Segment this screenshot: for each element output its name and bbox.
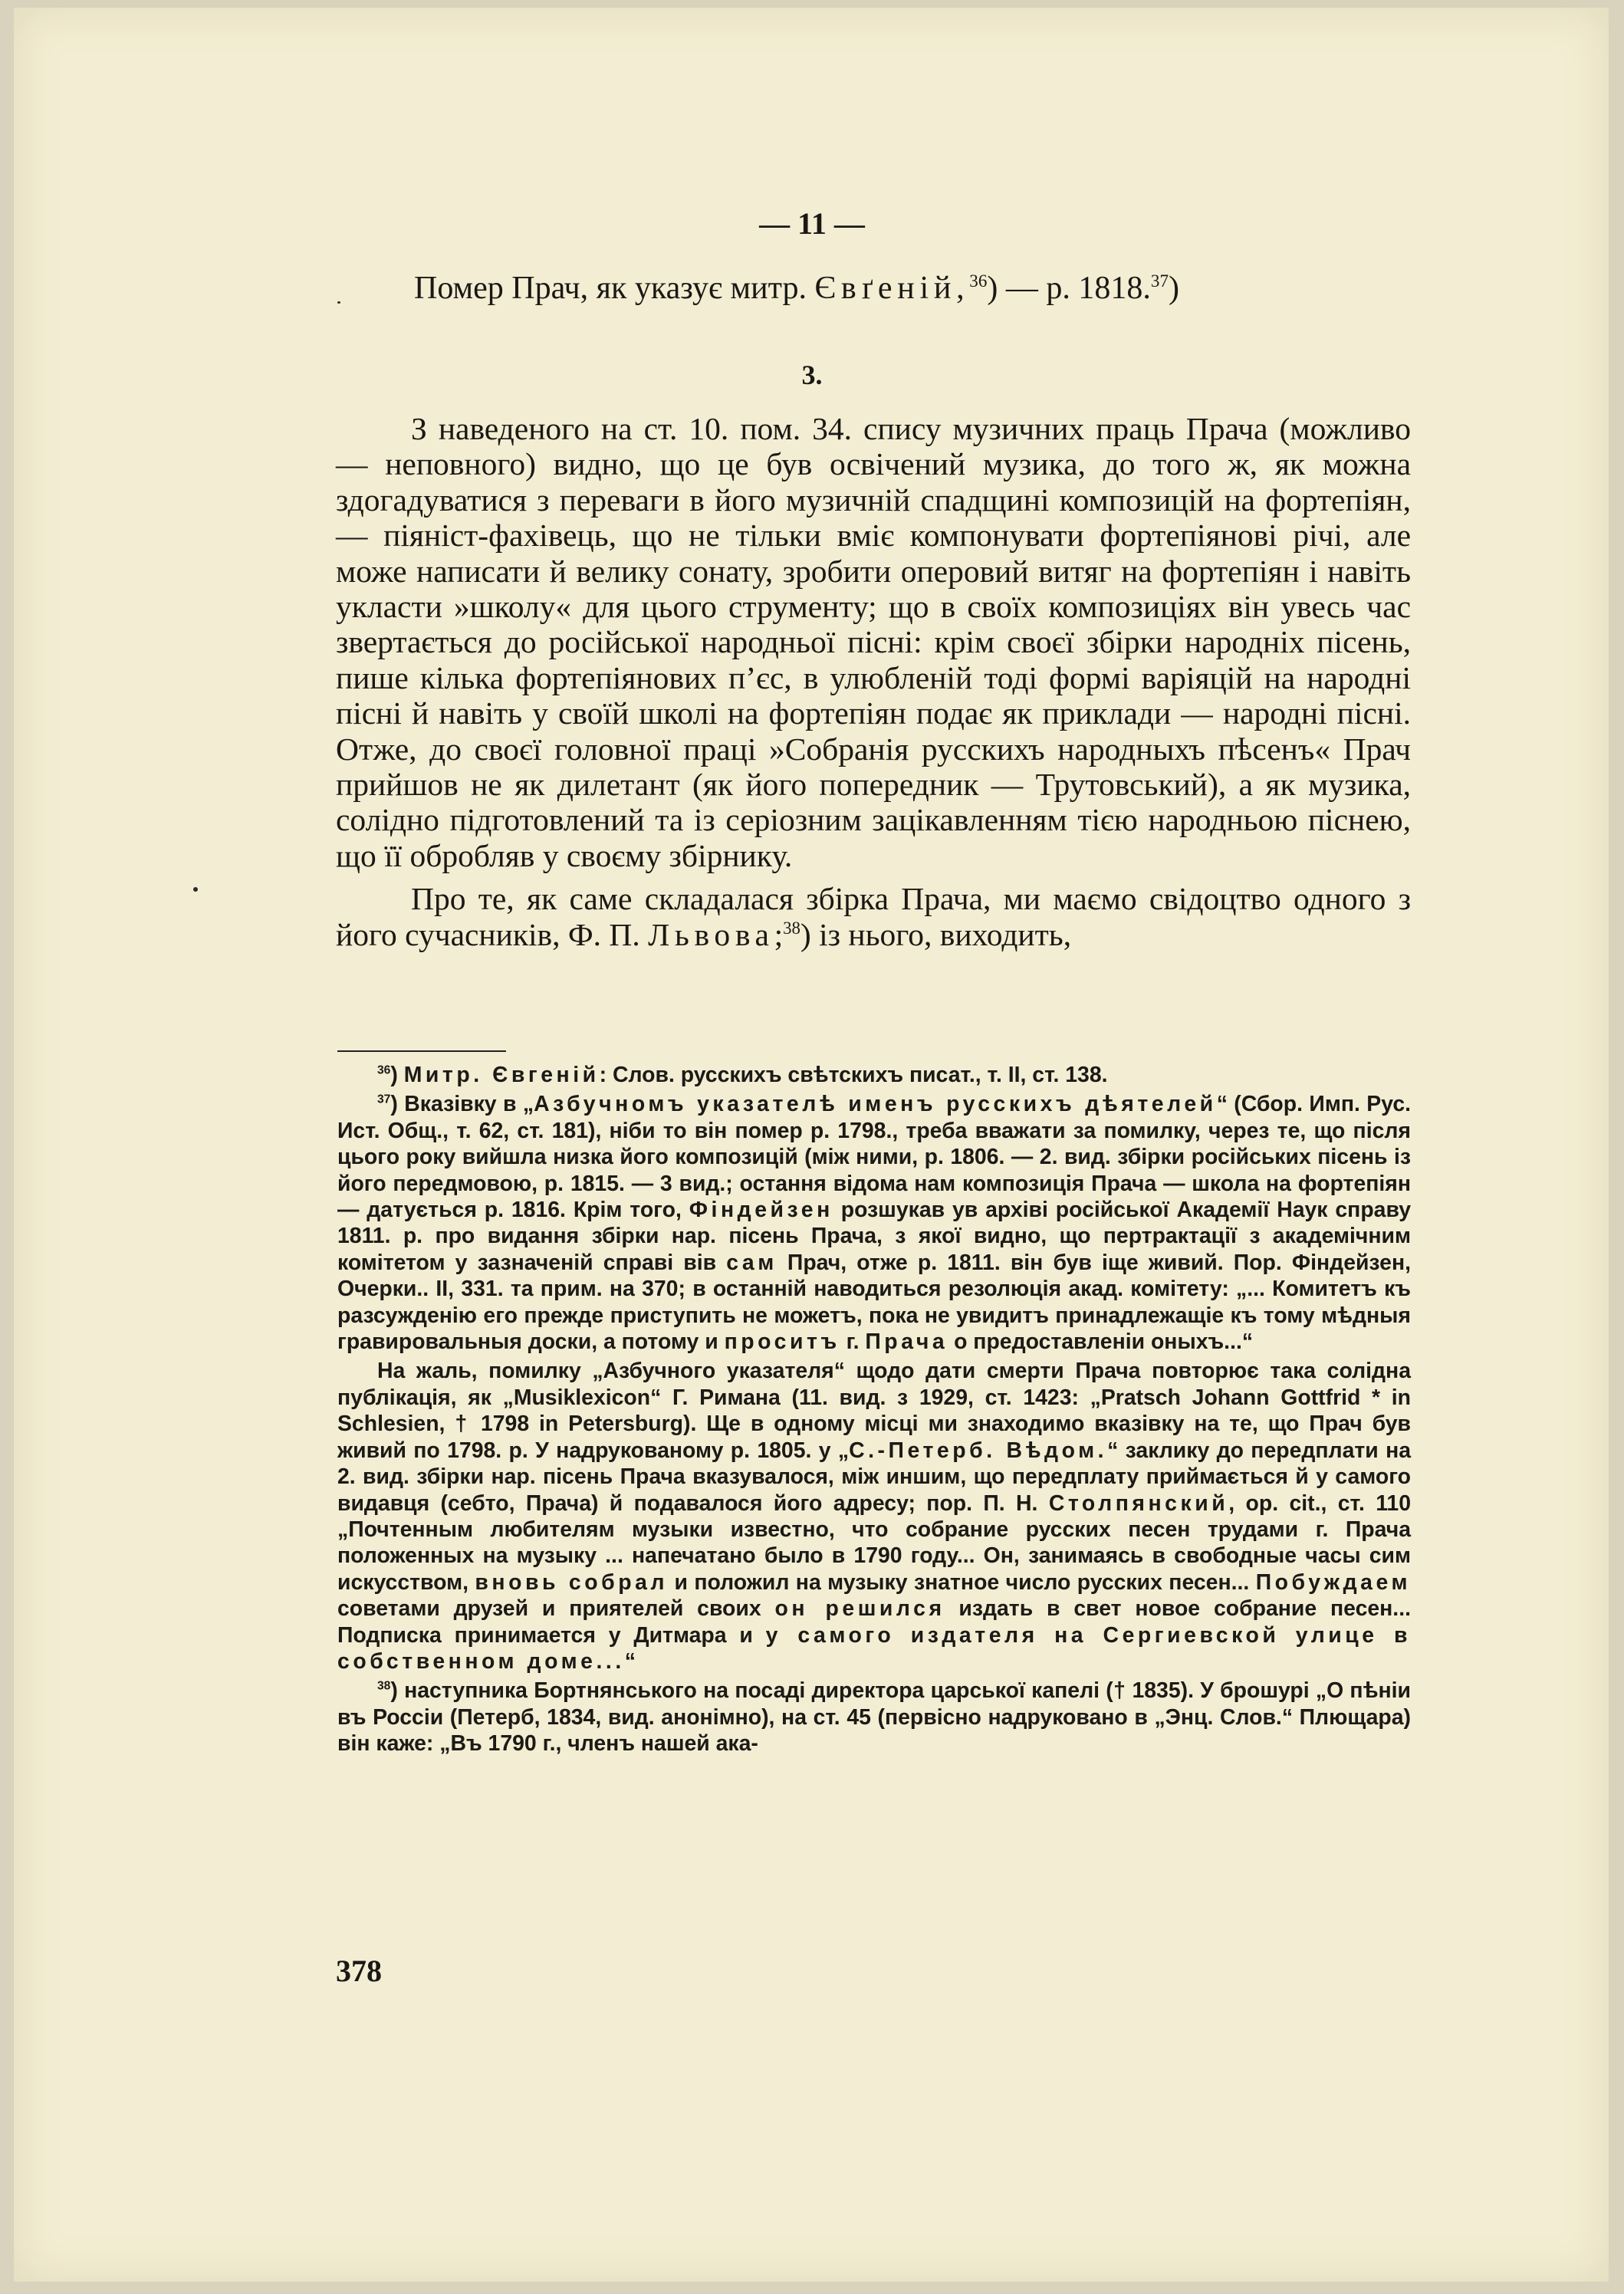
para2-semicolon: ; [774,916,784,952]
fn37b-s6: у самого издателя на Сергиевской улице в собственном доме... [337,1622,1412,1674]
intro-mid: ) — р. 1818. [987,271,1151,306]
footnote-rule [337,1050,506,1052]
fn37b-t3: , op. cit., ст. 110 „Почтенным любителям музыки известно, что собрание русских песен трудами г. Прача положенных на музыку ... напечатано было в 1790 году... Он, занимаясь в свободные часы сим искусством, [337,1490,1411,1595]
fn37b-s2: Столпянский [1048,1490,1229,1516]
fn37-t3: розшукав ув архіві російської Академії Наук справу 1811. р. про видання збірки нар. пісень Прача, з якої видно, що пертрактації з академічним комітетом у зазначеній справі вів [337,1198,1411,1275]
footnote-36: $^{36}$) Митр. Євгеній: Слов. русскихъ свѣтскихъ писат., т. II, ст. 138. [377,1063,1108,1087]
footnote-37: $^{37}$) Вказівку в „Азбучномъ указателѣ именъ русскихъ дѣятелей“ (Сбор. Имп. Рус. Ист. Общ., т. 62, ст. 181), ніби то він помер р. 1798., треба вважати за помилку, через те, що після цього року вийшла низка його композицій (між ними, р. 1806. — 2. вид. збірки російських пісень із його передмовою, р. 1815. — 3 вид.; остання відома нам композиція Прача — школа на фортепіян — датується р. 1816. Крім того, Фіндейзен розшукав ув архіві російської Академії Наук справу 1811. р. про видання збірки нар. пісень Прача, з якої видно, що пертрактації з академічним комітетом у зазначеній справі вів сам Прач, отже р. 1811. він був іще живий. Пор. Фіндейзен, Очерки.. II, 331. та прим. на 370; в останній наводиться резолюція акад. комітету: „... Комитетъ къ разсужденію его прежде приступить не можетъ, пока не увидитъ принадлежащіе къ тому мѣдныя гравировальныя доски, а потому и проситъ г. Прача о предоставленіи оныхъ...“ [337,1092,1411,1355]
fn37-t6: о предоставленіи оныхъ...“ [948,1329,1254,1355]
fn38-text: ) наступника Бортнянського на посаді директора царської капелі († 1835). У брошурі „О пѣніи въ Россіи (Петерб, 1834, вид. анонімно), на ст. 45 (первісно надруковано в „Энц. Слов.“ Плющара) він каже: „Въ 1790 г., членъ нашей ака- [337,1678,1411,1757]
footnote-ref-38: 38 [783,918,800,938]
ink-speck [337,301,340,304]
para2-name: Львова [648,916,774,952]
fn37b-t5: советами друзей и приятелей своих [337,1596,775,1622]
footnote-mark-37: 37 [377,1093,391,1106]
footnote-mark-38: 38 [377,1679,391,1693]
fn37b-t4: и положил на музыку знатное число русских песен... [668,1569,1256,1595]
fn37b-t2: “ заклику до передплати на 2. вид. збірки нар. пісень Прача вказувалося, між иншим, що передплату приймається й у самого видавця (себто, Прача) й подавалося його адресу; пор. П. Н. [337,1438,1412,1516]
fn37-t2: “ (Сбор. Имп. Рус. Ист. Общ., т. 62, ст. 181), ніби то він помер р. 1798., треба вважати за помилку, через те, що після цього року вийшла низка його композицій (між ними, р. 1806. — 2. вид. збірки російських пісень із його передмовою, р. 1815. — 3 вид.; остання відома нам композиція Прача — школа на фортепіян — датується р. 1816. Крім того, [337,1092,1411,1223]
fn36-text: : Слов. русскихъ свѣтскихъ писат., т. II, ст. 138. [599,1063,1108,1087]
fn37-t4: Прач, отже р. 1811. він був іще живий. Пор. Фіндейзен, Очерки.. II, 331. та прим. на 370; в останній наводиться резолюція акад. комітету: „... Комитетъ къ разсужденію его прежде приступить не можетъ, пока не увидитъ принадлежащіе къ тому мѣдныя гравировальныя доски, а потому и [337,1250,1411,1355]
ink-speck [193,887,198,892]
fn37-t1: Вказівку в „ [404,1092,534,1117]
page-header-number: — 11 — [759,206,865,241]
footnote-37-continued [337,1358,1411,1674]
fn37b-s4: Побуждаем [1255,1569,1411,1595]
fn37b-t6: издать в свет новое собрание песен... Подписка принимается у Дитмара и [337,1596,1411,1648]
footnote-ref-37: 37 [1150,271,1169,291]
fn37b-t1: На жаль, помилку „Азбучного указателя“ щодо дати смерти Прача повторює така солідна публікація, як „Musiklexicon“ Г. Римана (11. вид. з 1929, ст. 1423: „Pratsch Johann Gottfrid * in Schlesien, † 1798 in Petersburg). Ще в одному місці ми знаходимо вказівку на те, що Прач був живий по 1798. р. У надрукованому р. 1805. у „ [337,1359,1411,1463]
fn37-s1: Азбучномъ указателѣ именъ русскихъ дѣятелей [534,1092,1217,1117]
intro-end: ) [1168,271,1179,306]
intro-text: Помер Прач, як указує митр. [414,271,815,306]
footnote-38 [337,1678,1411,1757]
main-text [336,411,1411,960]
fn37b-s3: вновь собрал [475,1569,669,1595]
fn37-s4: проситъ [724,1329,840,1355]
fn37b-t7: “ [624,1648,636,1674]
fn37-s5: Прача [865,1329,948,1355]
section-number: 3. [801,360,823,390]
folio-number: 378 [336,1954,382,1988]
fn36-name: Митр. Євгеній [403,1063,600,1087]
fn37-t5: г. [840,1329,866,1355]
footnote-mark-36: 36 [377,1063,391,1077]
fn37-s2: Фіндейзен [689,1198,833,1223]
paragraph-2 [336,881,1411,952]
intro-line [414,270,1488,307]
para2-after: ) із нього, виходить, [800,916,1072,952]
fn37b-s1: С.-Петерб. Вѣдом. [849,1438,1108,1463]
para2-before: Про те, як саме складалася збірка Прача, ми маємо свідоцтво одного з його сучасників, Ф. П. [336,881,1411,952]
fn37-s3: сам [726,1250,777,1275]
paragraph-1: З наведеного на ст. 10. пом. 34. спису музичних праць Прача (можливо — неповного) видно, що це був освічений музика, до того ж, як можна здогадуватися з переваги в його музичній спадщині композицій на фортепіян, — піяніст-фахівець, що не тільки вміє компонувати фортепіянові річі, але може написати й велику сонату, зробити оперовий витяг на фортепіян і навіть укласти »школу« для цього струменту; що в своїх композиціях він увесь час звертається до російської народньої пісні: крім своєї збірки народніх пісень, пише кілька фортепіянових п’єс, в улюбленій тоді формі варіяцій на народні пісні й навіть у своїй школі на фортепіян подає як приклади — народні пісні. Отже, до своєї головної праці »Собранія русскихъ народныхъ пѣсенъ« Прач прийшов не як дилетант (як його попередник — Трутовський), а як музика, солідно підготовлений та із серіозним зацікавленням тією народньою піснею, що її обробляв у своєму збірнику. [336,411,1411,873]
footnote-ref-36: 36 [969,271,988,291]
intro-name: Євґеній, [814,271,970,306]
footnotes [337,1062,1411,1757]
fn37b-s5: он решился [774,1596,945,1622]
